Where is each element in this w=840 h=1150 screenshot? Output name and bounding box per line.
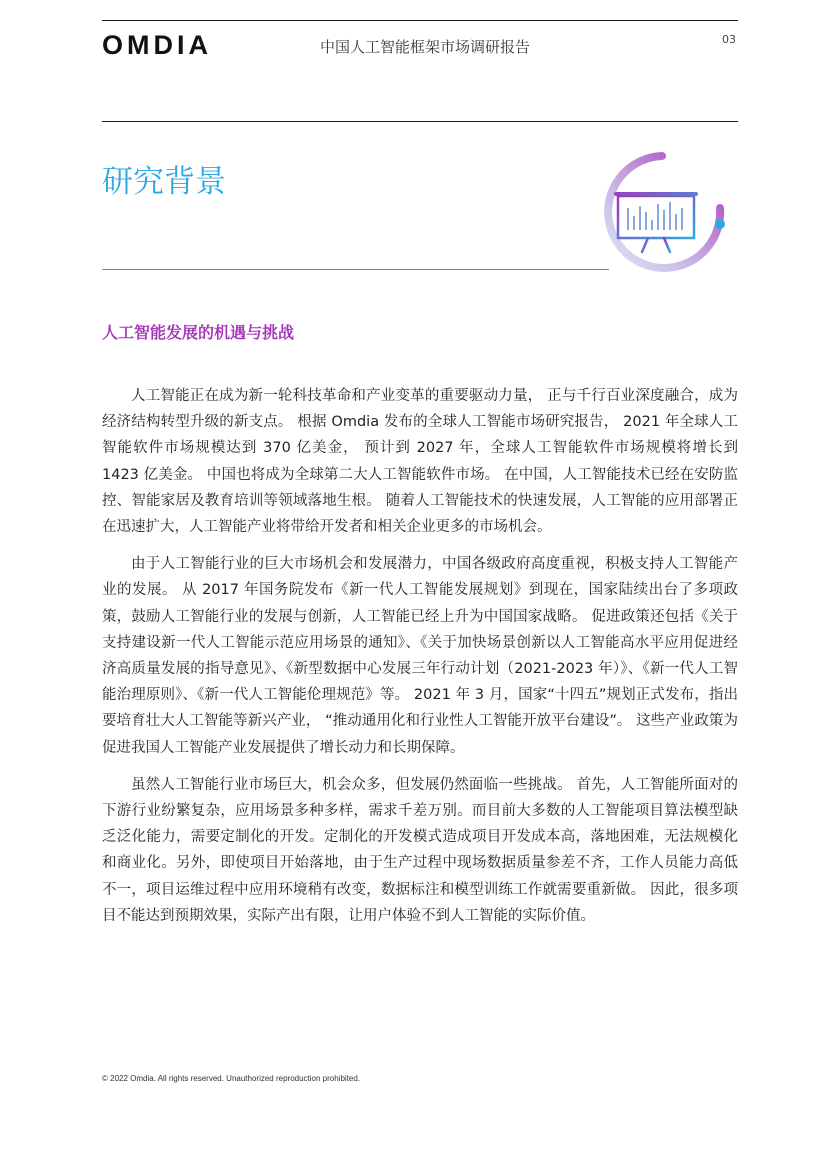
report-title: 中国人工智能框架市场调研报告 [320,38,531,56]
footer-copyright: © 2022 Omdia. All rights reserved. Unauthorized reproduction prohibited. [102,1074,361,1083]
header-bottom-rule [102,121,738,122]
presentation-chart-icon [604,150,728,274]
page-number: 03 [722,33,736,46]
paragraph-1: 人工智能正在成为新一轮科技革命和产业变革的重要驱动力量， 正与千行百业深度融合，成为经济结构转型升级的新支点。 根据 Omdia 发布的全球人工智能市场研究报告， 2021 年全球人工智能软件市场规模达到 370 亿美金， 预计到 2027 年，全球人工智能软件市场规模将增长到 1423 亿美金。 中国也将成为全球第二大人工智能软件市场。 在中国，人工智能技术已经在安防监控、智能家居及教育培训等领域落地生根。 随着人工智能技术的快速发展，人工智能的应用部署正在迅速扩大，人工智能产业将带给开发者和相关企业更多的市场机会。 [102,388,738,536]
section-title: 研究背景 [102,164,226,200]
sub-heading: 人工智能发展的机遇与挑战 [102,323,295,342]
omdia-logo: OMDIA [102,30,212,60]
body-text [102,383,738,940]
paragraph-3: 虽然人工智能行业市场巨大，机会众多，但发展仍然面临一些挑战。 首先，人工智能所面对的下游行业纷繁复杂，应用场景多种多样，需求千差万别。而目前大多数的人工智能项目算法模型缺乏泛化能力，需要定制化的开发。定制化的开发模式造成项目开发成本高，落地困难，无法规模化和商业化。另外，即使项目开始落地，由于生产过程中现场数据质量参差不齐，工作人员能力高低不一，项目运维过程中应用环境稍有改变，数据标注和模型训练工作就需要重新做。 因此，很多项目不能达到预期效果，实际产出有限，让用户体验不到人工智能的实际价值。 [102,776,738,924]
header-top-rule [102,20,738,21]
paragraph-2: 由于人工智能行业的巨大市场机会和发展潜力，中国各级政府高度重视，积极支持人工智能产业的发展。 从 2017 年国务院发布《新一代人工智能发展规划》到现在，国家陆续出台了多项政策，鼓励人工智能行业的发展与创新，人工智能已经上升为中国国家战略。 促进政策还包括《关于支持建设新一代人工智能示范应用场景的通知》、《关于加快场景创新以人工智能高水平应用促进经济高质量发展的指导意见》、《新型数据中心发展三年行动计划（2021-2023 年）》、《新一代人工智能治理原则》、《新一代人工智能伦理规范》等。 2021 年 3 月，国家“十四五”规划正式发布，指出要培育壮大人工智能等新兴产业， “推动通用化和行业性人工智能开放平台建设”。 这些产业政策为促进我国人工智能产业发展提供了增长动力和长期保障。 [102,556,738,756]
section-title-underline [102,269,609,270]
